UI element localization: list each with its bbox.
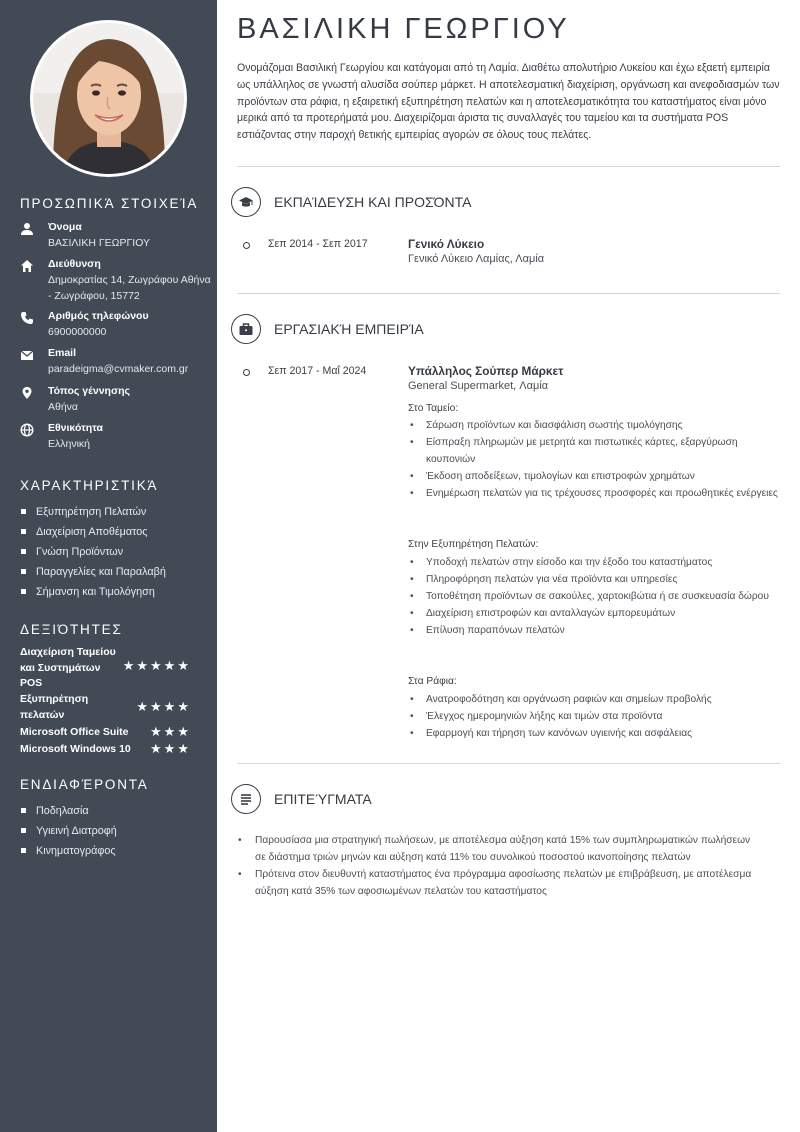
education-degree: Γενικό Λύκειο — [408, 237, 485, 251]
education-school: Γενικό Λύκειο Λαμίας, Λαμία — [408, 253, 545, 265]
skill-item — [20, 742, 195, 758]
traits-heading: ΧΑΡΑΚΤΗΡΙΣΤΙΚΆ — [20, 478, 159, 493]
interest-item: Κινηματογράφος — [20, 844, 117, 864]
experience-role: Υπάλληλος Σούπερ Μάρκετ — [408, 364, 564, 378]
task-item: • Σάρωση προϊόντων και διασφάλιση σωστής τιμολόγησης — [408, 417, 780, 434]
task-list — [408, 691, 780, 742]
graduation-cap-icon — [231, 187, 261, 217]
mail-icon — [20, 348, 34, 362]
task-item: • Είσπραξη πληρωμών με μετρητά και πιστωτικές κάρτες, εξαργύρωση κουπονιών — [408, 434, 780, 468]
task-item: • Ανατροφοδότηση και οργάνωση ραφιών και σημείων προβολής — [408, 691, 780, 708]
divider — [237, 166, 780, 167]
skill-rating-stars: ★★★ — [150, 724, 191, 739]
education-date: Σεπ 2014 - Σεπ 2017 — [268, 238, 368, 250]
experience-title: ΕΡΓΑΣΙΑΚΉ ΕΜΠΕΙΡΊΑ — [274, 321, 424, 337]
interest-item: Ποδηλασία — [20, 804, 117, 824]
task-item: • Πληροφόρηση πελατών για νέα προϊόντα και υπηρεσίες — [408, 571, 780, 588]
interests-list — [20, 804, 117, 864]
task-list — [408, 554, 780, 639]
task-item: • Έλεγχος ημερομηνιών λήξης και τιμών στα προϊόντα — [408, 708, 780, 725]
achievement-item: • Πρότεινα στον διευθυντή καταστήματος ένα πρόγραμμα αφοσίωσης πελατών με επιβράβευση, με αποτέλεσμα αύξηση κατά 35% των αφοσιωμένων πελατών του καταστήματος — [237, 866, 757, 900]
traits-list — [20, 505, 166, 605]
skill-name: Εξυπηρέτηση πελατών — [20, 693, 89, 721]
experience-date: Σεπ 2017 - Μαΐ 2024 — [268, 365, 367, 377]
trait-item: Γνώση Προϊόντων — [20, 545, 166, 565]
trait-item: Εξυπηρέτηση Πελατών — [20, 505, 166, 525]
location-pin-icon — [20, 386, 34, 400]
trait-item: Παραγγελίες και Παραλαβή — [20, 565, 166, 585]
task-item: • Επίλυση παραπόνων πελατών — [408, 622, 780, 639]
skill-rating-stars: ★★★★★ — [122, 658, 191, 673]
personal-value: paradeigma@cvmaker.com.gr — [48, 363, 189, 375]
task-list — [408, 417, 780, 502]
trait-item: Σήμανση και Τιμολόγηση — [20, 585, 166, 605]
skill-name: Microsoft Windows 10 — [20, 743, 131, 755]
sidebar — [0, 0, 217, 1132]
globe-icon — [20, 423, 34, 437]
interest-item: Υγιεινή Διατροφή — [20, 824, 117, 844]
task-item: • Τοποθέτηση προϊόντων σε σακούλες, χαρτοκιβώτια ή σε συσκευασία δώρου — [408, 588, 780, 605]
personal-details-heading: ΠΡΟΣΩΠΙΚΆ ΣΤΟΙΧΕΊΑ — [20, 196, 199, 211]
education-title: ΕΚΠΑΊΔΕΥΣΗ ΚΑΙ ΠΡΟΣΌΝΤΑ — [274, 194, 472, 210]
personal-value: Ελληνική — [48, 438, 91, 450]
skill-name: Microsoft Office Suite — [20, 726, 129, 738]
personal-label: Όνομα — [48, 221, 82, 233]
personal-value: Δημοκρατίας 14, Ζωγράφου Αθήνα - Ζωγράφου, 15772 — [48, 274, 211, 302]
task-item: • Έκδοση αποδείξεων, τιμολογίων και επιστροφών χρημάτων — [408, 468, 780, 485]
personal-label: Αριθμός τηλεφώνου — [48, 310, 149, 322]
personal-value: Αθήνα — [48, 401, 79, 413]
skill-item — [20, 645, 195, 692]
task-item: • Διαχείριση επιστροφών και ανταλλαγών εμπορευμάτων — [408, 605, 780, 622]
personal-label: Τόπος γέννησης — [48, 385, 131, 397]
personal-label: Email — [48, 347, 77, 359]
skill-name: Διαχείριση Ταμείου και Συστημάτων POS — [20, 646, 116, 689]
candidate-name: ΒΑΣΙΛΙΚΗ ΓΕΩΡΓΙΟΥ — [237, 13, 570, 45]
task-item: • Εφαρμογή και τήρηση των κανόνων υγιεινής και ασφάλειας — [408, 725, 780, 742]
personal-label: Διεύθυνση — [48, 258, 101, 270]
home-icon — [20, 259, 34, 273]
interests-heading: ΕΝΔΙΑΦΈΡΟΝΤΑ — [20, 777, 149, 792]
timeline-dot — [243, 369, 250, 376]
personal-value: ΒΑΣΙΛΙΚΗ ΓΕΩΡΓΙΟΥ — [48, 237, 151, 249]
person-icon — [20, 222, 34, 236]
experience-company: General Supermarket, Λαμία — [408, 380, 549, 392]
divider — [237, 763, 780, 764]
skill-rating-stars: ★★★ — [150, 741, 191, 756]
task-item: • Υποδοχή πελατών στην είσοδο και την έξοδο του καταστήματος — [408, 554, 780, 571]
profile-summary: Ονομάζομαι Βασιλική Γεωργίου και κατάγομαι από τη Λαμία. Διαθέτω απολυτήριο Λυκείου και έχω εξαετή εμπειρία ως υπάλληλος σε γνωστή αλυσίδα σούπερ μάρκετ. Η αποτελεσματική διαχείριση, οργάνωση και ανεφοδιασμών των προϊόντων στα ράφια, η εξαιρετική εξυπηρέτηση πελατών και η αποτελεσματικότητα του καταστήματος είναι μόνο μερικά από τα προτερήματά μου. Διαχειρίζομαι άριστα τις συναλλαγές του ταμείου και τα συστήματα POS εστιάζοντας στην παροχή θετικής εμπειρίας αγορών σε όλους τους πελάτες. — [237, 62, 780, 142]
trait-item: Διαχείριση Αποθέματος — [20, 525, 166, 545]
divider — [237, 293, 780, 294]
personal-value: 6900000000 — [48, 326, 107, 338]
skill-rating-stars: ★★★★ — [136, 699, 191, 714]
skill-item — [20, 692, 195, 723]
list-lines-icon — [231, 784, 261, 814]
task-group-heading: Στα Ράφια: — [408, 676, 457, 687]
skill-item — [20, 725, 195, 741]
skills-heading: ΔΕΞΙΌΤΗΤΕΣ — [20, 622, 123, 637]
achievements-list — [237, 832, 757, 900]
achievements-title: ΕΠΙΤΕΎΓΜΑΤΑ — [274, 791, 372, 807]
personal-label: Εθνικότητα — [48, 422, 104, 434]
profile-photo — [33, 23, 184, 174]
achievement-item: • Παρουσίασα μια στρατηγική πωλήσεων, με αποτέλεσμα αύξηση κατά 15% των συμπληρωματικών πωλήσεων σε διάστημα τριών μηνών και αύξηση κατά 11% του συνολικού ποσοστού ικανοποίησης πελατών — [237, 832, 757, 866]
task-item: • Ενημέρωση πελατών για τις τρέχουσες προσφορές και προωθητικές ενέργειες — [408, 485, 780, 502]
phone-icon — [20, 311, 34, 325]
profile-photo-frame — [30, 20, 187, 177]
task-group-heading: Στην Εξυπηρέτηση Πελατών: — [408, 539, 539, 550]
briefcase-icon — [231, 314, 261, 344]
task-group-heading: Στο Ταμείο: — [408, 403, 459, 414]
timeline-dot — [243, 242, 250, 249]
